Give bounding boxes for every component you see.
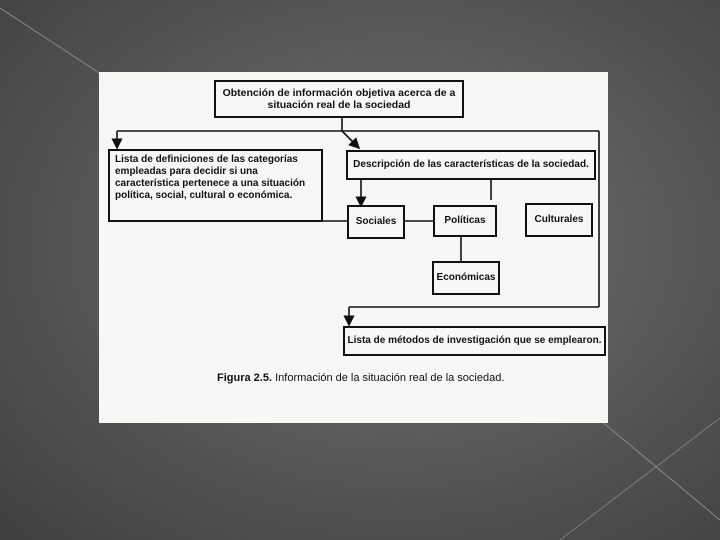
description-box: Descripción de las características de la sociedad.: [346, 150, 596, 180]
sociales-box: Sociales: [347, 205, 405, 239]
diagram-image: [99, 72, 608, 423]
caption-label: Figura 2.5.: [217, 372, 273, 384]
title-box: Obtención de información objetiva acerca de a situación real de la sociedad: [214, 80, 464, 118]
politicas-box: Políticas: [433, 205, 497, 237]
culturales-box: Culturales: [525, 203, 593, 237]
economicas-box: Económicas: [432, 261, 500, 295]
methods-box: Lista de métodos de investigación que se emplearon.: [343, 326, 606, 356]
definitions-box: Lista de definiciones de las categorías empleadas para decidir si una característica pertenece a una situación política, social, cultural o económica.: [108, 149, 323, 222]
caption-text: Información de la situación real de la sociedad.: [275, 372, 505, 384]
figure-caption: [217, 372, 504, 384]
diagram-connectors: [99, 72, 608, 423]
